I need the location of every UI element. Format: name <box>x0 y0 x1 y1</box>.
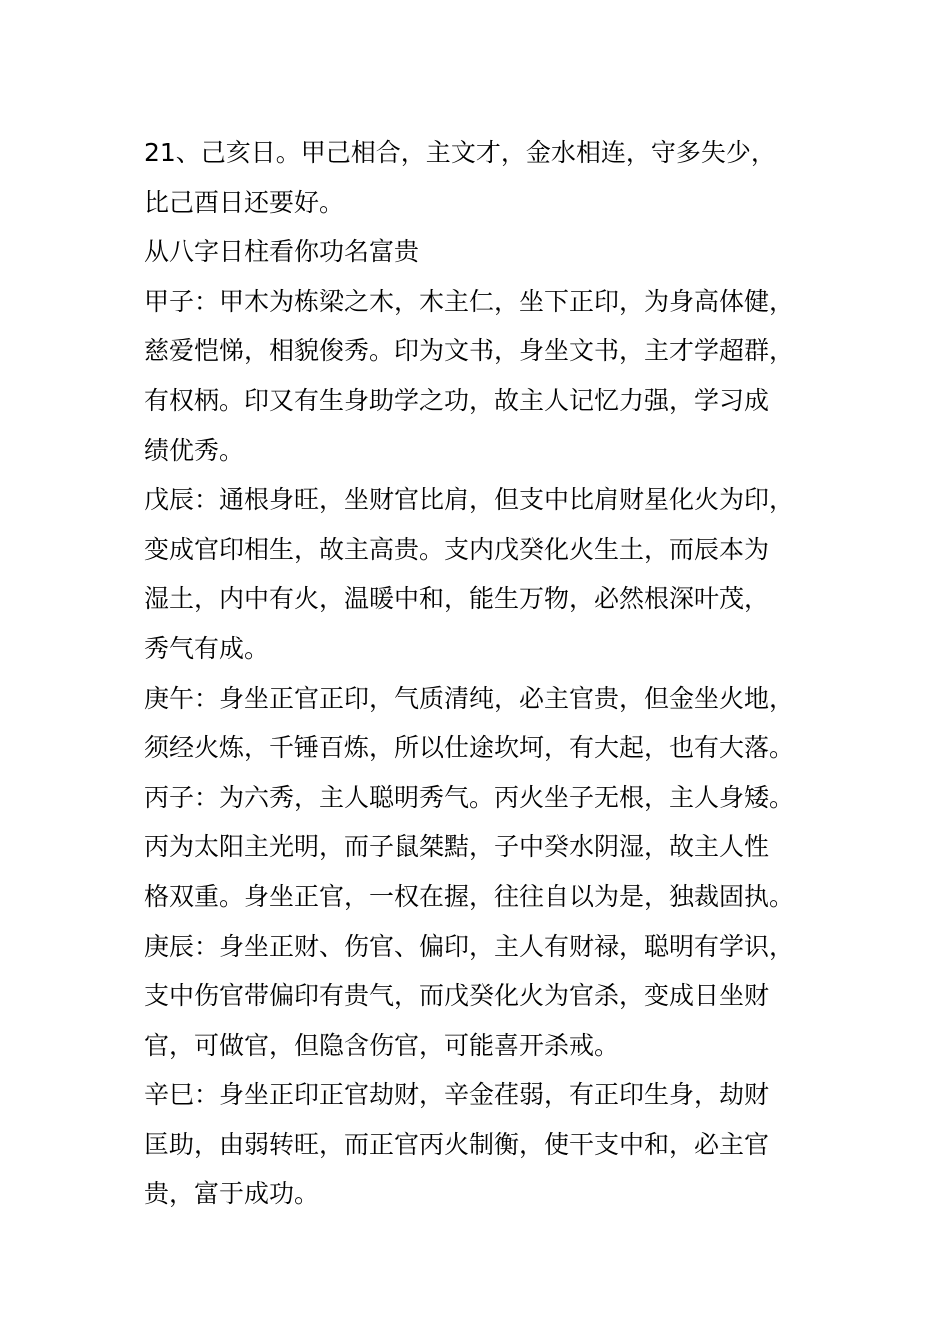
paragraph-jiazi <box>144 277 824 475</box>
text-line: 官，可做官，但隐含伤官，可能喜开杀戒。 <box>144 1030 620 1060</box>
text-line: 21、己亥日。甲己相合，主文才，金水相连，守多失少， <box>144 138 776 167</box>
text-line: 匡助，由弱转旺，而正官丙火制衡，使干支中和，必主官 <box>144 1129 770 1159</box>
text-line: 比己酉日还要好。 <box>144 187 345 217</box>
text-line: 有权柄。印又有生身助学之功，故主人记忆力强，学习成 <box>144 385 770 415</box>
heading-text: 从八字日柱看你功名富贵 <box>144 237 420 267</box>
text-line: 格双重。身坐正官，一权在握，往往自以为是，独裁固执。 <box>144 881 795 911</box>
text-line: 戊辰：通根身旺，坐财官比肩，但支中比肩财星化火为印， <box>144 485 795 515</box>
text-line: 须经火炼，千锤百炼，所以仕途坎坷，有大起，也有大落。 <box>144 733 795 763</box>
text-line: 庚辰：身坐正财、伤官、偏印，主人有财禄，聪明有学识， <box>144 931 795 961</box>
paragraph-jihai <box>144 128 824 227</box>
text-line: 变成官印相生，故主高贵。支内戊癸化火生土，而辰本为 <box>144 534 770 564</box>
text-line: 丙子：为六秀，主人聪明秀气。丙火坐子无根，主人身矮。 <box>144 782 795 812</box>
document-page <box>144 128 824 1219</box>
paragraph-xinsi <box>144 1070 824 1219</box>
text-line: 支中伤官带偏印有贵气，而戊癸化火为官杀，变成日坐财 <box>144 981 770 1011</box>
paragraph-gengchen <box>144 922 824 1071</box>
text-line: 湿土，内中有火，温暖中和，能生万物，必然根深叶茂， <box>144 584 770 614</box>
section-heading <box>144 227 824 277</box>
paragraph-wuchen <box>144 475 824 673</box>
paragraph-gengwu <box>144 674 824 773</box>
text-line: 丙为太阳主光明，而子鼠桀黠，子中癸水阴湿，故主人性 <box>144 832 770 862</box>
text-line: 慈爱恺悌，相貌俊秀。印为文书，身坐文书，主才学超群， <box>144 336 795 366</box>
text-line: 绩优秀。 <box>144 435 245 465</box>
text-line: 庚午：身坐正官正印，气质清纯，必主官贵，但金坐火地， <box>144 683 795 713</box>
text-line: 辛巳：身坐正印正官劫财，辛金荏弱，有正印生身，劫财 <box>144 1080 770 1110</box>
text-line: 秀气有成。 <box>144 633 270 663</box>
text-line: 甲子：甲木为栋梁之木，木主仁，坐下正印，为身高体健， <box>144 286 795 316</box>
paragraph-bingzi <box>144 773 824 922</box>
text-line: 贵，富于成功。 <box>144 1179 320 1209</box>
